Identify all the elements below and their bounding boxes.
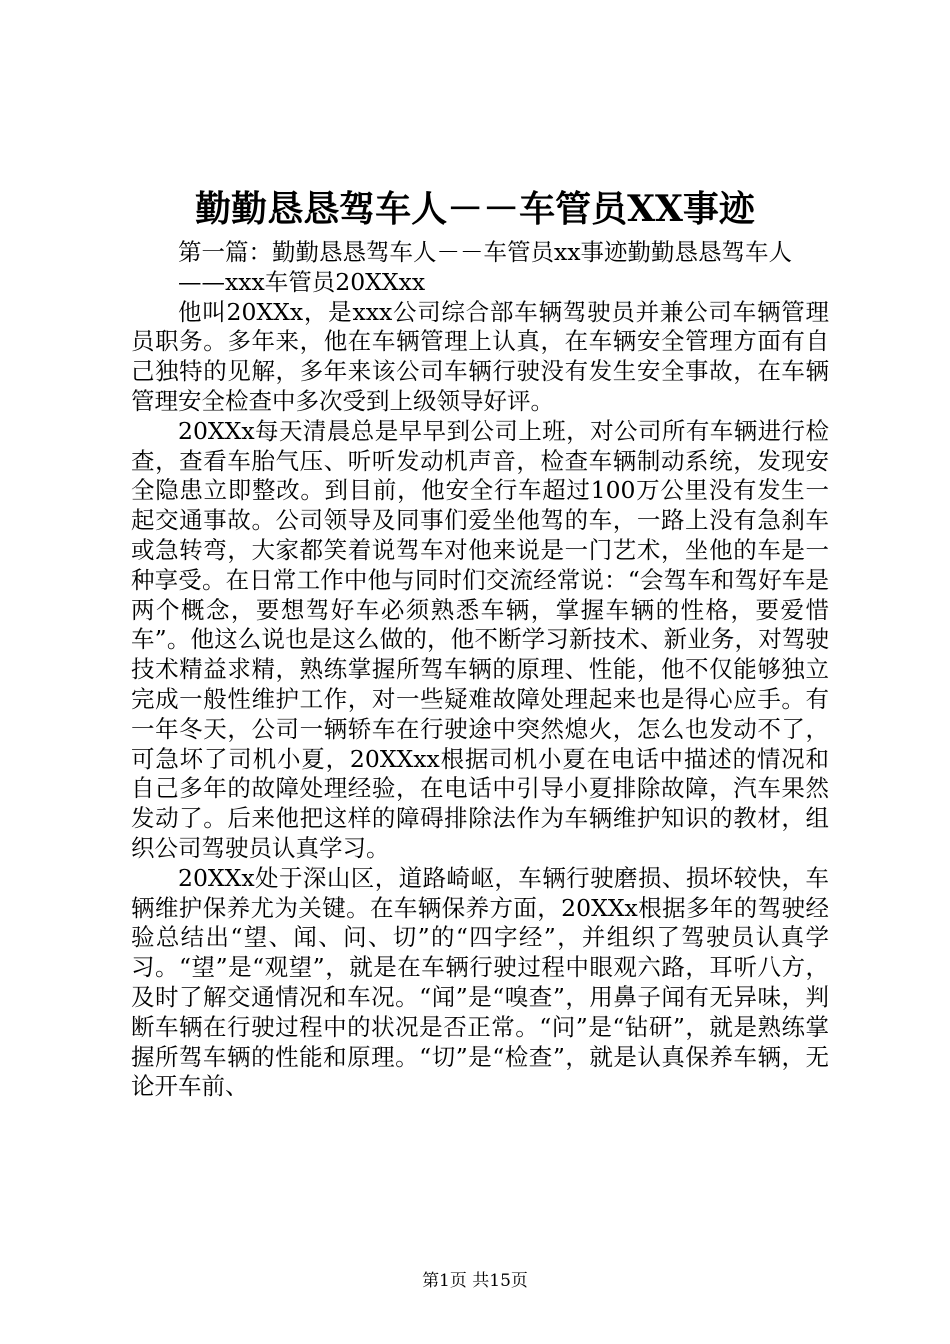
document-body (131, 238, 829, 1102)
paragraph-maintenance: 20XXx处于深山区，道路崎岖，车辆行驶磨损、损坏较快，车辆维护保养尤为关键。在车辆保养方面，20XXx根据多年的驾驶经验总结出“望、闻、问、切”的“四字经”，并组织了驾驶员认真学习。“望”是“观望”，就是在车辆行驶过程中眼观六路，耳听八方，及时了解交通情况和车况。“闻”是“嗅查”，用鼻子闻有无异味，判断车辆在行驶过程中的状况是否正常。“问”是“钻研”，就是熟练掌握所驾车辆的性能和原理。“切”是“检查”，就是认真保养车辆，无论开车前、 (131, 863, 829, 1101)
paragraph-intro: 他叫20XXx，是xxx公司综合部车辆驾驶员并兼公司车辆管理员职务。多年来，他在车辆管理上认真，在车辆安全管理方面有自己独特的见解，多年来该公司车辆行驶没有发生安全事故，在车辆管理安全检查中多次受到上级领导好评。 (131, 297, 829, 415)
document-title: 勤勤恳恳驾车人－－车管员XX事迹 (195, 188, 755, 230)
paragraph-daily-work: 20XXx每天清晨总是早早到公司上班，对公司所有车辆进行检查，查看车胎气压、听听发动机声音，检查车辆制动系统，发现安全隐患立即整改。到目前，他安全行车超过100万公里没有发生一起交通事故。公司领导及同事们爱坐他驾的车，一路上没有急刹车或急转弯，大家都笑着说驾车对他来说是一门艺术，坐他的车是一种享受。在日常工作中他与同时们交流经常说：“会驾车和驾好车是两个概念，要想驾好车必须熟悉车辆，掌握车辆的性格，要爱惜车”。他这么说也是这么做的，他不断学习新技术、新业务，对驾驶技术精益求精，熟练掌握所驾车辆的原理、性能，他不仅能够独立完成一般性维护工作，对一些疑难故障处理起来也是得心应手。有一年冬天，公司一辆轿车在行驶途中突然熄火，怎么也发动不了，可急坏了司机小夏，20XXxx根据司机小夏在电话中描述的情况和自己多年的故障处理经验，在电话中引导小夏排除故障，汽车果然发动了。后来他把这样的障碍排除法作为车辆维护知识的教材，组织公司驾驶员认真学习。 (131, 416, 829, 862)
page-footer: 第1页 共15页 (422, 1271, 528, 1291)
paragraph-subtitle: 第一篇：勤勤恳恳驾车人－－车管员xx事迹勤勤恳恳驾车人 (178, 238, 793, 266)
paragraph-byline: ——xxx车管员20XXxx (178, 267, 426, 296)
